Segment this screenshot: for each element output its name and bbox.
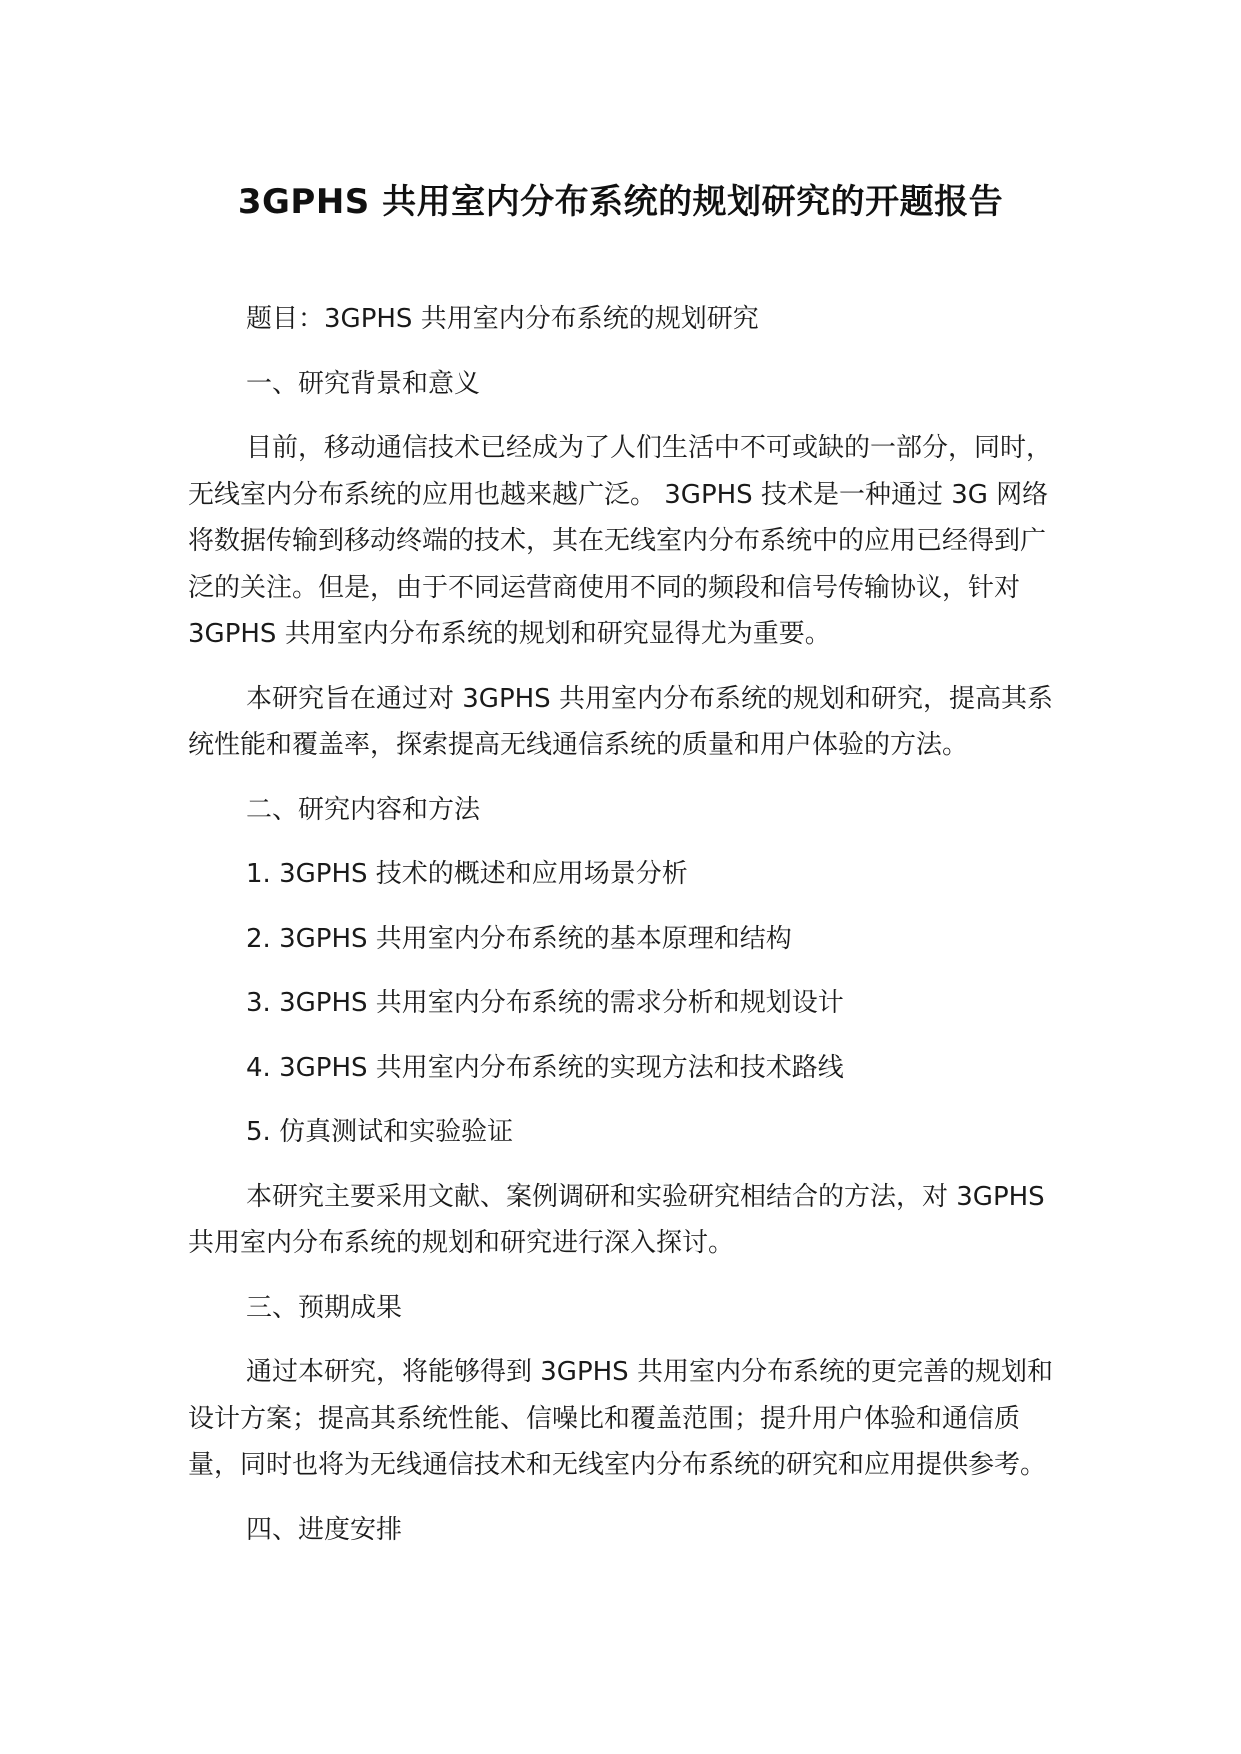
paragraph-background-2: 本研究旨在通过对 3GPHS 共用室内分布系统的规划和研究，提高其系统性能和覆盖率，探索提高无线通信系统的质量和用户体验的方法。 bbox=[188, 683, 1053, 760]
document-body bbox=[188, 296, 1054, 1571]
section-heading-expected-results: 三、预期成果 bbox=[246, 1292, 403, 1323]
list-item: 5. 仿真测试和实验验证 bbox=[246, 1117, 514, 1147]
section-heading-schedule: 四、进度安排 bbox=[246, 1514, 403, 1545]
list-item: 4. 3GPHS 共用室内分布系统的实现方法和技术路线 bbox=[246, 1052, 844, 1083]
section-heading-content-method: 二、研究内容和方法 bbox=[246, 794, 481, 825]
paragraph-expected-results: 通过本研究，将能够得到 3GPHS 共用室内分布系统的更完善的规划和设计方案；提高其系统性能、信噪比和覆盖范围；提升用户体验和通信质量，同时也将为无线通信技术和无线室内分布系统的研究和应用提供参考。 bbox=[188, 1357, 1053, 1480]
paragraph-background-1: 目前，移动通信技术已经成为了人们生活中不可或缺的一部分，同时，无线室内分布系统的应用也越来越广泛。 3GPHS 技术是一种通过 3G 网络将数据传输到移动终端的技术，其在无线室内分布系统中的应用已经得到广泛的关注。但是，由于不同运营商使用不同的频段和信号传输协议，针对 3GPHS 共用室内分布系统的规划和研究显得尤为重要。 bbox=[188, 433, 1053, 649]
section-heading-background: 一、研究背景和意义 bbox=[246, 368, 481, 399]
list-item: 3. 3GPHS 共用室内分布系统的需求分析和规划设计 bbox=[246, 988, 844, 1018]
list-item: 2. 3GPHS 共用室内分布系统的基本原理和结构 bbox=[246, 923, 792, 954]
document-title: 3GPHS 共用室内分布系统的规划研究的开题报告 bbox=[237, 182, 1004, 222]
list-item: 1. 3GPHS 技术的概述和应用场景分析 bbox=[246, 859, 688, 889]
subject-line: 题目：3GPHS 共用室内分布系统的规划研究 bbox=[246, 304, 759, 334]
paragraph-method: 本研究主要采用文献、案例调研和实验研究相结合的方法，对 3GPHS 共用室内分布系统的规划和研究进行深入探讨。 bbox=[188, 1181, 1045, 1258]
